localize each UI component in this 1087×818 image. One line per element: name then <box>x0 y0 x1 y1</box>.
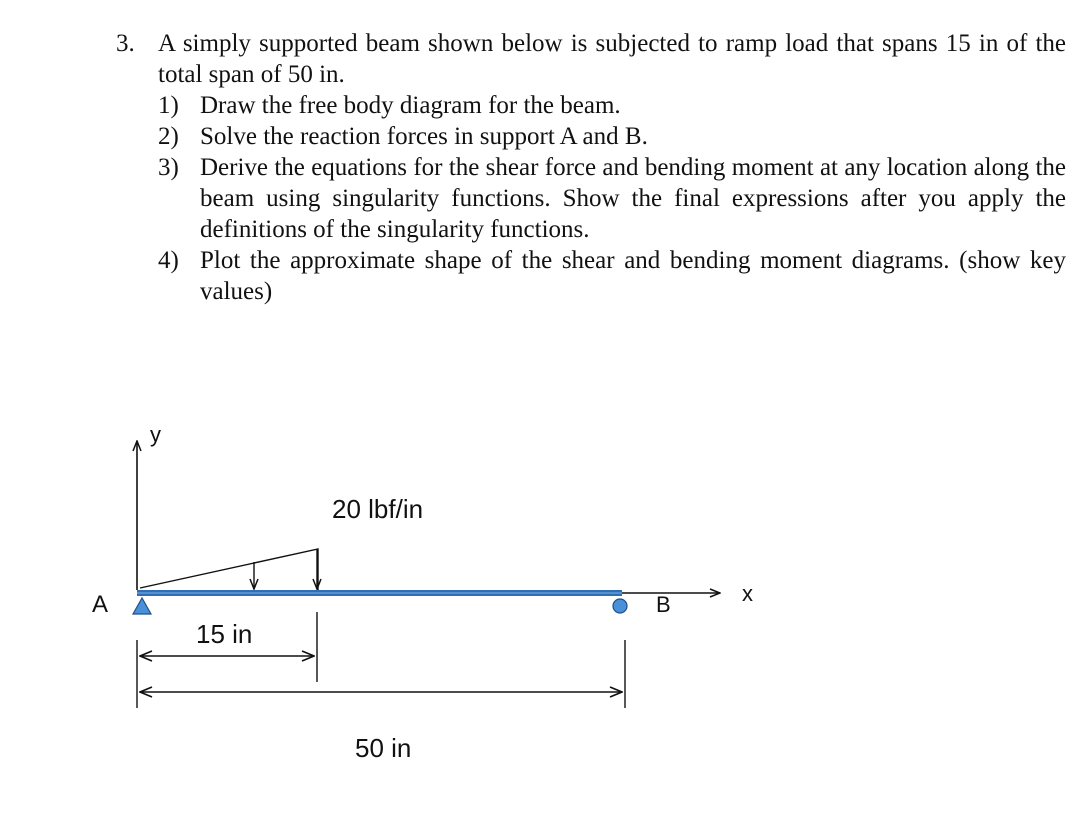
problem-text: A simply supported beam shown below is subjected to ramp load that spans 15 in of the total span of 50 in. <box>158 30 1066 88</box>
roller-support-b <box>613 599 627 613</box>
task-text: Derive the equations for the shear force and bending moment at any location along the beam using singularity functions. Show the final expressions after you apply the definitions of the singularity functions. <box>200 154 1066 243</box>
total-span-label: 50 in <box>355 733 412 763</box>
task-text: Plot the approximate shape of the shear and bending moment diagrams. (show key values) <box>200 247 1066 305</box>
x-axis-label: x <box>742 581 753 606</box>
load-magnitude-label: 20 lbf/in <box>332 494 424 524</box>
task-number: 1) <box>158 92 179 119</box>
ramp-load-outline <box>140 549 318 590</box>
task-number: 3) <box>158 154 179 181</box>
ramp-span-label: 15 in <box>196 619 253 649</box>
support-a-label: A <box>92 591 109 618</box>
task-text: Solve the reaction forces in support A and B. <box>200 123 648 150</box>
y-axis-label: y <box>150 422 161 447</box>
task-text: Draw the free body diagram for the beam. <box>200 92 621 119</box>
pin-support-a <box>133 598 151 614</box>
task-number: 4) <box>158 247 179 274</box>
support-b-label: B <box>656 592 671 617</box>
task-number: 2) <box>158 123 179 150</box>
problem-number: 3. <box>116 30 135 57</box>
